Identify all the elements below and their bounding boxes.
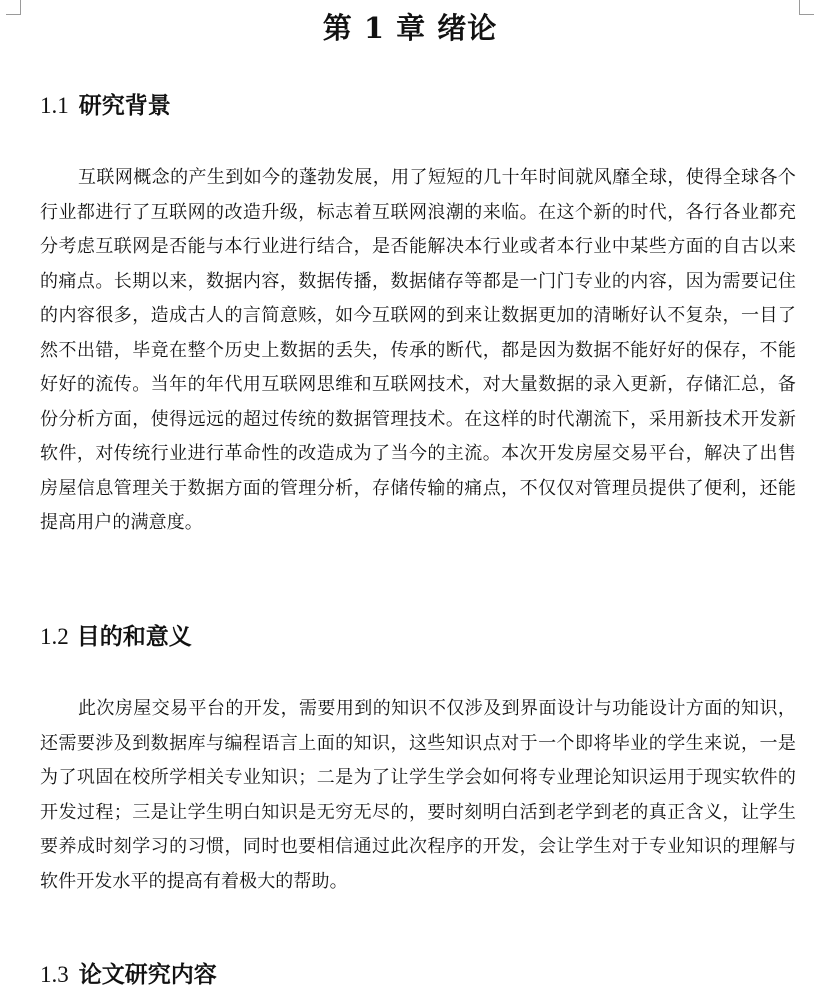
- paragraph-purpose-significance: 此次房屋交易平台的开发，需要用到的知识不仅涉及到界面设计与功能设计方面的知识，还需要涉及到数据库与编程语言上面的知识，这些知识点对于一个即将毕业的学生来说，一是为了巩固在校所学相关专业知识；二是为了让学生学会如何将专业理论知识运用于现实软件的开发过程；三是让学生明白知识是无穷无尽的，要时刻明白活到老学到老的真正含义，让学生要养成时刻学习的习惯，同时也要相信通过此次程序的开发，会让学生对于专业知识的理解与软件开发水平的提高有着极大的帮助。: [40, 698, 796, 892]
- section-title: 目的和意义: [76, 623, 192, 650]
- section-title: 研究背景: [78, 92, 171, 119]
- section-heading-1-1: [40, 91, 171, 121]
- section-title: 论文研究内容: [78, 961, 217, 988]
- chapter-title: 第 1 章 绪论: [322, 11, 498, 45]
- section-heading-1-3: [40, 960, 217, 990]
- section-number: 1.1: [40, 93, 69, 118]
- section-number: 1.3: [40, 962, 69, 987]
- section-number: 1.2: [40, 624, 69, 649]
- section-heading-1-2: [40, 622, 192, 652]
- paragraph-research-background: 互联网概念的产生到如今的蓬勃发展，用了短短的几十年时间就风靡全球，使得全球各个行业都进行了互联网的改造升级，标志着互联网浪潮的来临。在这个新的时代，各行各业都充分考虑互联网是否能与本行业进行结合，是否能解决本行业或者本行业中某些方面的自古以来的痛点。长期以来，数据内容，数据传播，数据储存等都是一门门专业的内容，因为需要记住的内容很多，造成古人的言简意赅，如今互联网的到来让数据更加的清晰好认不复杂，一目了然不出错，毕竟在整个历史上数据的丢失，传承的断代，都是因为数据不能好好的保存，不能好好的流传。当年的年代用互联网思维和互联网技术，对大量数据的录入更新，存储汇总，备份分析方面，使得远远的超过传统的数据管理技术。在这样的时代潮流下，采用新技术开发新软件，对传统行业进行革命性的改造成为了当今的主流。本次开发房屋交易平台，解决了出售房屋信息管理关于数据方面的管理分析，存储传输的痛点，不仅仅对管理员提供了便利，还能提高用户的满意度。: [40, 167, 796, 533]
